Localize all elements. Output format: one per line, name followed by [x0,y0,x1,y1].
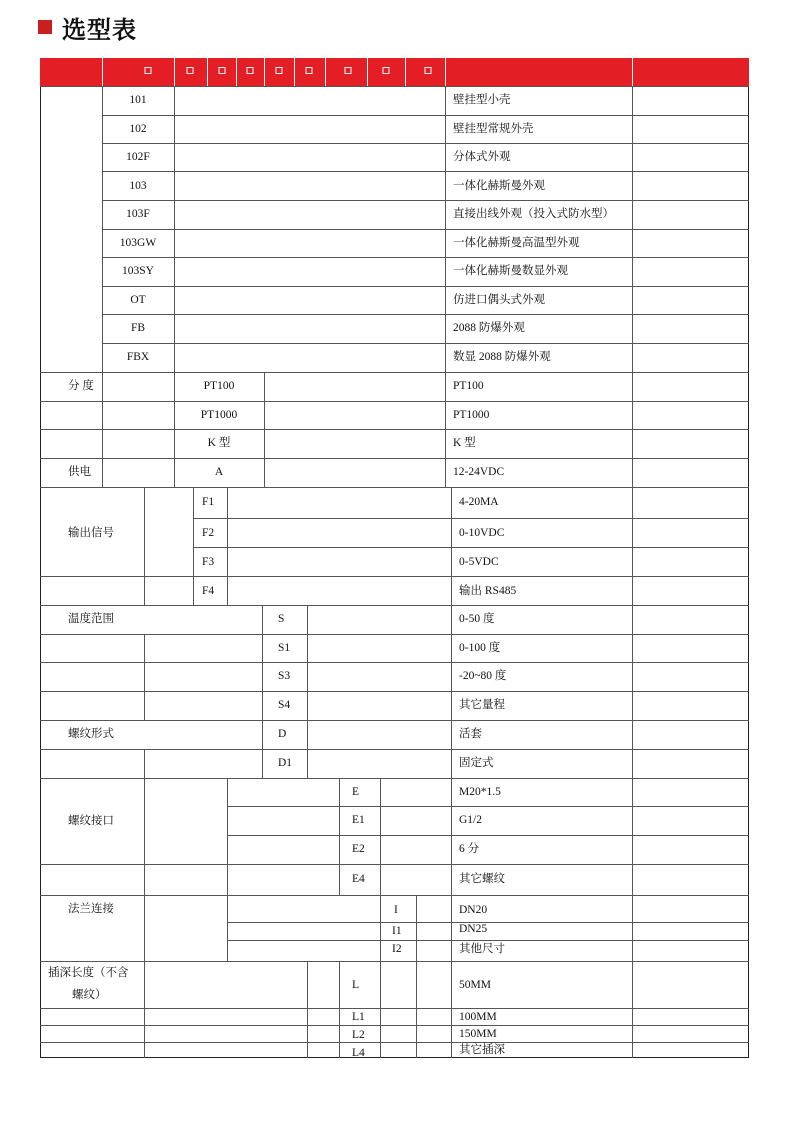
header-divider [207,58,208,86]
grid-line [144,749,145,778]
depth-code: L4 [352,1047,365,1057]
division-code: K 型 [207,437,231,449]
grid-line [40,1025,749,1026]
grid-line [102,257,749,258]
grid-line [193,547,749,548]
grid-line [40,605,749,606]
grid-line [40,691,749,692]
header-divider [405,58,406,86]
type-desc: 壁挂型常规外壳 [453,123,534,135]
header-placeholder-icon [345,67,352,74]
type-code: 103 [129,180,147,192]
header-placeholder-icon [187,67,194,74]
division-desc: PT100 [453,380,484,392]
grid-line [174,372,175,458]
section-label-output: 输出信号 [68,527,114,539]
grid-line [451,961,452,1058]
type-desc: 直接出线外观（投入式防水型） [453,208,614,220]
grid-line [102,286,749,287]
grid-line [445,372,446,458]
grid-line [40,864,749,865]
thread-port-code: E2 [352,843,365,855]
header-placeholder-icon [425,67,432,74]
depth-code: L2 [352,1029,365,1041]
header-divider [445,58,446,86]
header-divider [102,58,103,86]
page-title: 选型表 [62,15,137,44]
power-code: A [214,466,224,478]
grid-line [227,895,228,961]
grid-line [144,634,145,720]
type-desc: 分体式外观 [453,151,511,163]
division-code: PT100 [203,380,235,392]
grid-line [102,372,103,458]
grid-line [264,372,265,458]
section-label-depth: 插深长度（不含 [48,967,129,979]
temp-code: S4 [278,699,291,711]
grid-line [380,895,381,961]
header-divider [325,58,326,86]
thread-form-desc: 固定式 [459,757,494,769]
flange-code: I [394,904,398,916]
grid-line [40,487,749,488]
grid-line [102,115,749,116]
grid-line [144,895,145,961]
temp-desc: -20~80 度 [459,670,507,682]
depth-desc: 100MM [459,1011,497,1023]
header-divider [294,58,295,86]
grid-line [227,922,749,923]
section-label-depth-cont: 螺纹） [72,989,107,1001]
division-desc: K 型 [453,437,476,449]
grid-line [380,961,381,1058]
grid-line [416,961,417,1058]
grid-line [40,429,749,430]
thread-form-code: D [278,728,287,740]
grid-line [632,372,633,458]
header-placeholder-icon [383,67,390,74]
flange-code: I2 [392,943,402,955]
grid-line [40,372,749,373]
grid-line [40,458,749,459]
grid-line [40,634,749,635]
output-code: F3 [202,556,215,568]
header-placeholder-icon [145,67,152,74]
section-label-flange: 法兰连接 [68,903,114,915]
thread-port-desc: G1/2 [459,814,482,826]
thread-port-code: E [352,786,360,798]
type-code: 102F [126,151,150,163]
output-desc: 4-20MA [459,496,499,508]
section-label-temp-range: 温度范围 [68,613,114,625]
grid-line [102,314,749,315]
grid-line [632,961,633,1058]
grid-line [307,961,308,1058]
grid-line [40,576,749,577]
grid-line [227,940,749,941]
depth-code: L1 [352,1011,365,1023]
depth-desc: 其它插深 [459,1044,505,1056]
header-placeholder-icon [276,67,283,74]
header-divider [236,58,237,86]
type-code: FB [130,322,146,334]
grid-line [339,961,340,1058]
grid-line [102,200,749,201]
thread-port-code: E1 [352,814,365,826]
thread-form-code: D1 [278,757,293,769]
grid-line [102,171,749,172]
header-placeholder-icon [219,67,226,74]
header-divider [264,58,265,86]
grid-line [632,778,633,895]
grid-line [40,86,749,87]
grid-line [416,895,417,961]
grid-line [40,1008,749,1009]
type-code: FBX [126,351,150,363]
grid-line [193,518,749,519]
section-label-thread-form: 螺纹形式 [68,728,114,740]
grid-line [144,778,145,895]
section-label-thread-port: 螺纹接口 [68,815,114,827]
grid-line [102,343,749,344]
output-code: F1 [202,496,215,508]
grid-line [40,662,749,663]
output-code: F2 [202,527,215,539]
grid-line [144,961,145,1058]
grid-line [174,458,175,487]
grid-line [193,487,194,605]
type-desc: 一体化赫斯曼外观 [453,180,545,192]
title-block [38,12,137,42]
header-divider [367,58,368,86]
header-divider [632,58,633,86]
grid-line [227,806,749,807]
thread-form-desc: 活套 [459,728,482,740]
type-desc: 数显 2088 防爆外观 [453,351,551,363]
type-desc: 壁挂型小壳 [453,94,511,106]
type-code: 103F [126,208,150,220]
thread-port-desc: 其它螺纹 [459,873,505,885]
grid-line [632,487,633,605]
flange-desc: DN20 [459,904,488,916]
type-code: 102 [129,123,147,135]
depth-code: L [352,979,360,991]
grid-line [451,778,452,895]
header-placeholder-icon [306,67,313,74]
grid-line [40,749,749,750]
flange-desc: 其他尺寸 [459,943,505,955]
depth-desc: 150MM [459,1028,497,1040]
section-label-division: 分 度 [68,380,94,392]
grid-line [102,229,749,230]
output-code: F4 [202,585,215,597]
temp-desc: 其它量程 [459,699,505,711]
grid-line [227,487,228,605]
grid-line [632,895,633,961]
type-desc: 2088 防爆外观 [453,322,525,334]
section-label-power: 供电 [68,466,91,478]
header-placeholder-icon [247,67,254,74]
grid-line [40,1042,749,1043]
thread-port-desc: M20*1.5 [459,786,501,798]
division-desc: PT1000 [453,409,490,421]
temp-desc: 0-50 度 [459,613,495,625]
grid-line [144,487,145,605]
grid-line [445,458,446,487]
type-desc: 一体化赫斯曼高温型外观 [453,237,580,249]
temp-code: S3 [278,670,291,682]
type-desc: 一体化赫斯曼数显外观 [453,265,568,277]
grid-line [102,458,103,487]
output-desc: 0-10VDC [459,527,505,539]
header-divider [174,58,175,86]
grid-line [40,778,749,779]
grid-line [40,720,749,721]
temp-desc: 0-100 度 [459,642,501,654]
flange-code: I1 [392,925,402,937]
grid-line [451,895,452,961]
thread-port-desc: 6 分 [459,843,480,855]
division-code: PT1000 [200,409,238,421]
power-desc: 12-24VDC [453,466,505,478]
grid-line [339,778,340,895]
output-desc: 输出 RS485 [459,585,517,597]
type-desc: 仿进口偶头式外观 [453,294,545,306]
grid-line [451,487,452,605]
grid-line [227,778,228,895]
grid-line [102,143,749,144]
grid-line [40,895,749,896]
output-desc: 0-5VDC [459,556,499,568]
type-code: OT [130,294,146,306]
grid-line [632,458,633,487]
grid-line [40,401,749,402]
type-code: 103GW [119,237,157,249]
depth-desc: 50MM [459,979,491,991]
type-code: 101 [129,94,147,106]
grid-line [264,458,265,487]
temp-code: S [278,613,285,625]
title-marker-icon [38,20,52,34]
thread-port-code: E4 [352,873,365,885]
flange-desc: DN25 [459,923,488,935]
temp-code: S1 [278,642,291,654]
grid-line [227,835,749,836]
grid-line [40,961,749,962]
type-code: 103SY [122,265,154,277]
grid-line [380,778,381,895]
